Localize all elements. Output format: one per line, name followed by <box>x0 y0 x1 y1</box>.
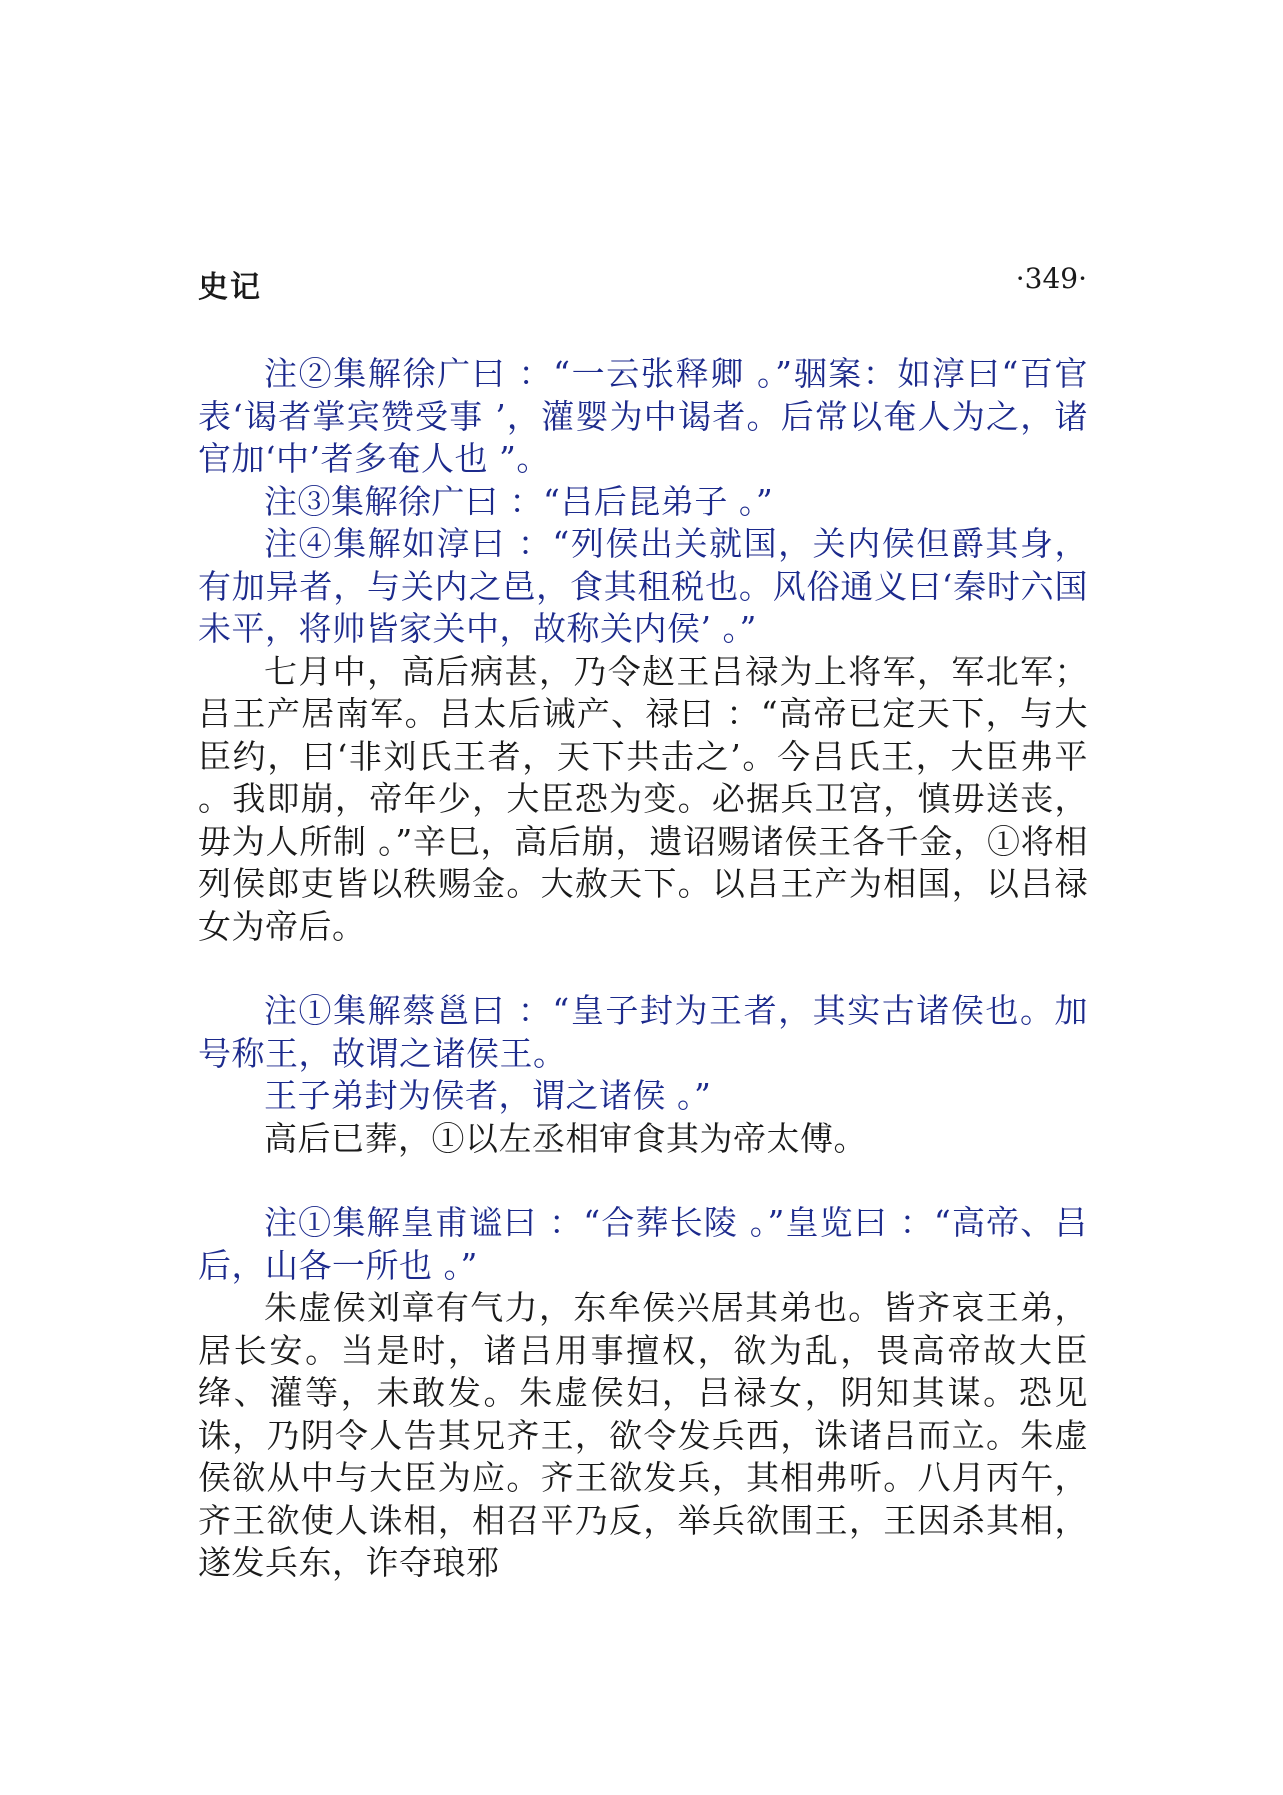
annotation-paragraph: 注②集解徐广曰 ：“一云张释卿 。”骃案：如淳曰“百官表‘谒者掌宾赞受事 ’，灌婴为中谒者。后常以奄人为之，诸官加‘中’者多奄人也 ”。 <box>198 354 1088 478</box>
annotation-paragraph: 王子弟封为侯者，谓之诸侯 。” <box>264 1076 712 1115</box>
body-paragraph: 朱虚侯刘章有气力，东牟侯兴居其弟也。皆齐哀王弟，居长安。当是时，诸吕用事擅权，欲为乱，畏高帝故大臣绛、灌等，未敢发。朱虚侯妇，吕禄女，阴知其谋。恐见诛，乃阴令人告其兄齐王，欲令发兵西，诛诸吕而立。朱虚侯欲从中与大臣为应。齐王欲发兵，其相弗听。八月丙午，齐王欲使人诛相，相召平乃反，举兵欲围王，王因杀其相，遂发兵东，诈夺琅邪 <box>198 1288 1088 1582</box>
body-paragraph: 高后已葬，①以左丞相审食其为帝太傅。 <box>264 1118 867 1158</box>
annotation-paragraph: 注④集解如淳曰 ：“列侯出关就国，关内侯但爵其身，有加异者，与关内之邑，食其租税也。风俗通义曰‘秦时六国未平，将帅皆家关中，故称关内侯’ 。” <box>198 524 1088 648</box>
annotation-paragraph: 注③集解徐广曰 ：“吕后昆弟子 。” <box>264 481 774 521</box>
annotation-paragraph: 注①集解皇甫谧曰 ：“合葬长陵 。”皇览曰 ：“高帝、吕后，山各一所也 。” <box>198 1203 1088 1285</box>
page-header <box>198 262 1087 312</box>
paragraph-gap <box>198 948 1088 990</box>
annotation-paragraph: 注①集解蔡邕曰 ：“皇子封为王者，其实古诸侯也。加号称王，故谓之诸侯王。 <box>198 991 1088 1073</box>
paragraph-gap <box>198 1160 1088 1202</box>
running-title: 史记 <box>198 270 262 305</box>
page-number: ·349· <box>1015 262 1087 295</box>
body-paragraph: 七月中，高后病甚，乃令赵王吕禄为上将军，军北军；吕王产居南军。吕太后诫产、禄曰 ：“高帝已定天下，与大臣约，曰‘非刘氏王者，天下共击之’。今吕氏王，大臣弗平 。我即崩，帝年少，大臣恐为变。必据兵卫宫，慎毋送丧，毋为人所制 。”辛巳，高后崩，遗诏赐诸侯王各千金，①将相列侯郎吏皆以秩赐金。大赦天下。以吕王产为相国，以吕禄女为帝后。 <box>198 651 1088 946</box>
page-body <box>198 353 1088 1585</box>
